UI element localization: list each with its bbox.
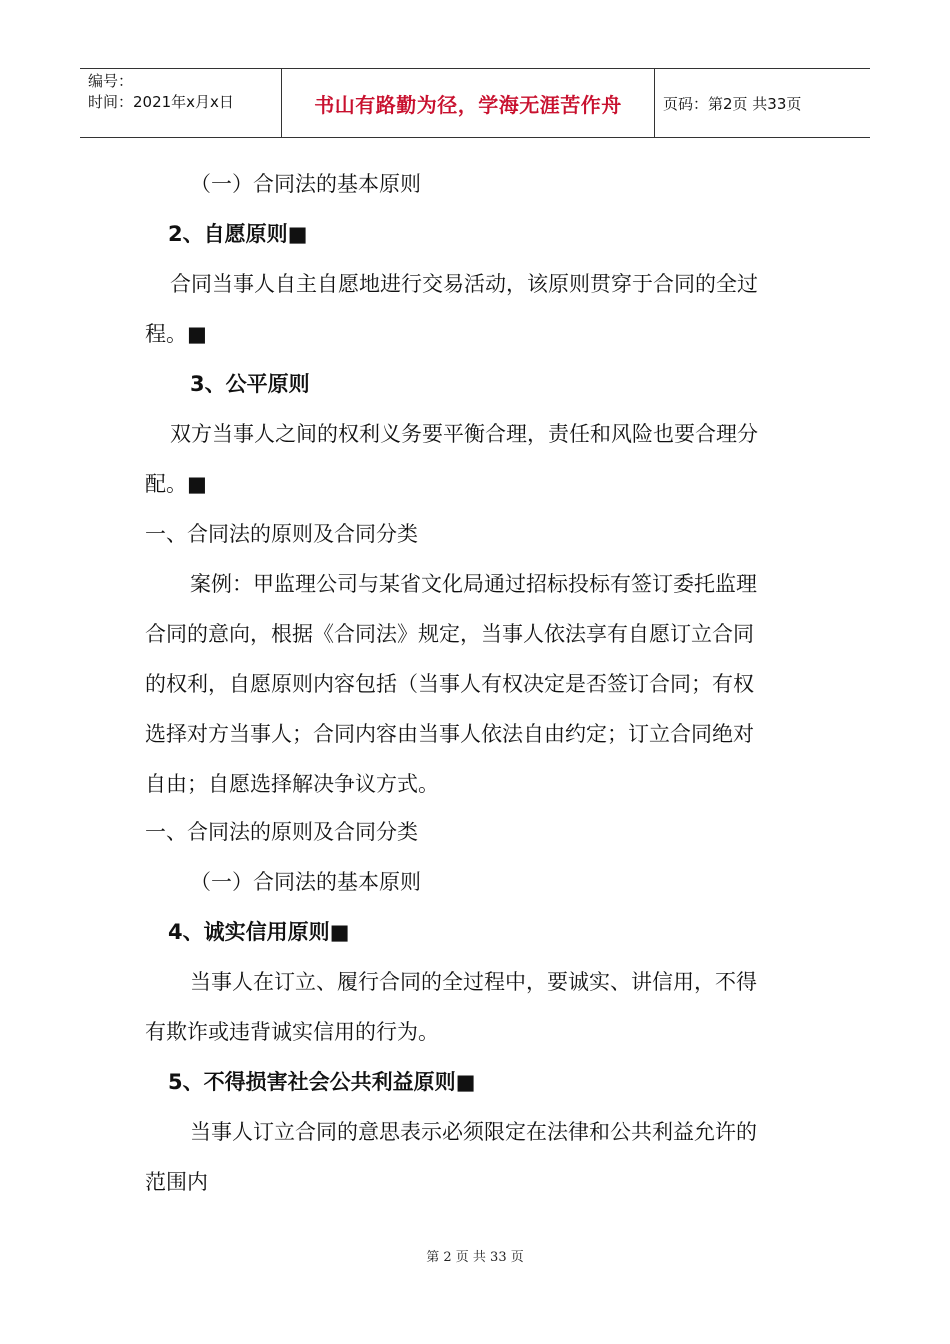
section-heading: （一）合同法的基本原则	[190, 172, 421, 196]
header-left-cell	[80, 69, 282, 137]
paragraph-line: 配。■	[145, 472, 207, 496]
principle-heading: 5、不得损害社会公共利益原则■	[168, 1070, 476, 1094]
paragraph-line: 选择对方当事人；合同内容由当事人依法自由约定；订立合同绝对	[145, 722, 754, 746]
header-motto-cell	[282, 69, 655, 137]
principle-heading: 4、诚实信用原则■	[168, 920, 350, 944]
paragraph-line: 当事人在订立、履行合同的全过程中，要诚实、讲信用，不得	[190, 970, 757, 994]
paragraph-line: 案例：甲监理公司与某省文化局通过招标投标有签订委托监理	[190, 572, 757, 596]
page-info: 页码：第2页 共33页	[663, 94, 802, 113]
chapter-heading: 一、合同法的原则及合同分类	[145, 820, 418, 844]
motto-text: 书山有路勤为径，学海无涯苦作舟	[314, 92, 622, 117]
header-page-cell	[655, 69, 870, 137]
paragraph-line: 范围内	[145, 1170, 208, 1194]
section-heading: （一）合同法的基本原则	[190, 870, 421, 894]
paragraph-line: 合同当事人自主自愿地进行交易活动，该原则贯穿于合同的全过	[170, 272, 758, 296]
paragraph-line: 的权利，自愿原则内容包括（当事人有权决定是否签订合同；有权	[145, 672, 754, 696]
paragraph-line: 合同的意向，根据《合同法》规定，当事人依法享有自愿订立合同	[145, 622, 754, 646]
chapter-heading: 一、合同法的原则及合同分类	[145, 522, 418, 546]
principle-heading: 2、自愿原则■	[168, 222, 308, 246]
number-label: 编号：	[88, 72, 134, 90]
time-label: 时间：2021年x月x日	[88, 93, 234, 111]
page-footer: 第 2 页 共 33 页	[426, 1250, 524, 1265]
paragraph-line: 双方当事人之间的权利义务要平衡合理，责任和风险也要合理分	[170, 422, 758, 446]
principle-heading: 3、公平原则	[190, 372, 310, 396]
paragraph-line: 自由；自愿选择解决争议方式。	[145, 772, 439, 796]
paragraph-line: 有欺诈或违背诚实信用的行为。	[145, 1020, 439, 1044]
paragraph-line: 程。■	[145, 322, 207, 346]
paragraph-line: 当事人订立合同的意思表示必须限定在法律和公共利益允许的	[190, 1120, 757, 1144]
page-header	[80, 68, 870, 138]
